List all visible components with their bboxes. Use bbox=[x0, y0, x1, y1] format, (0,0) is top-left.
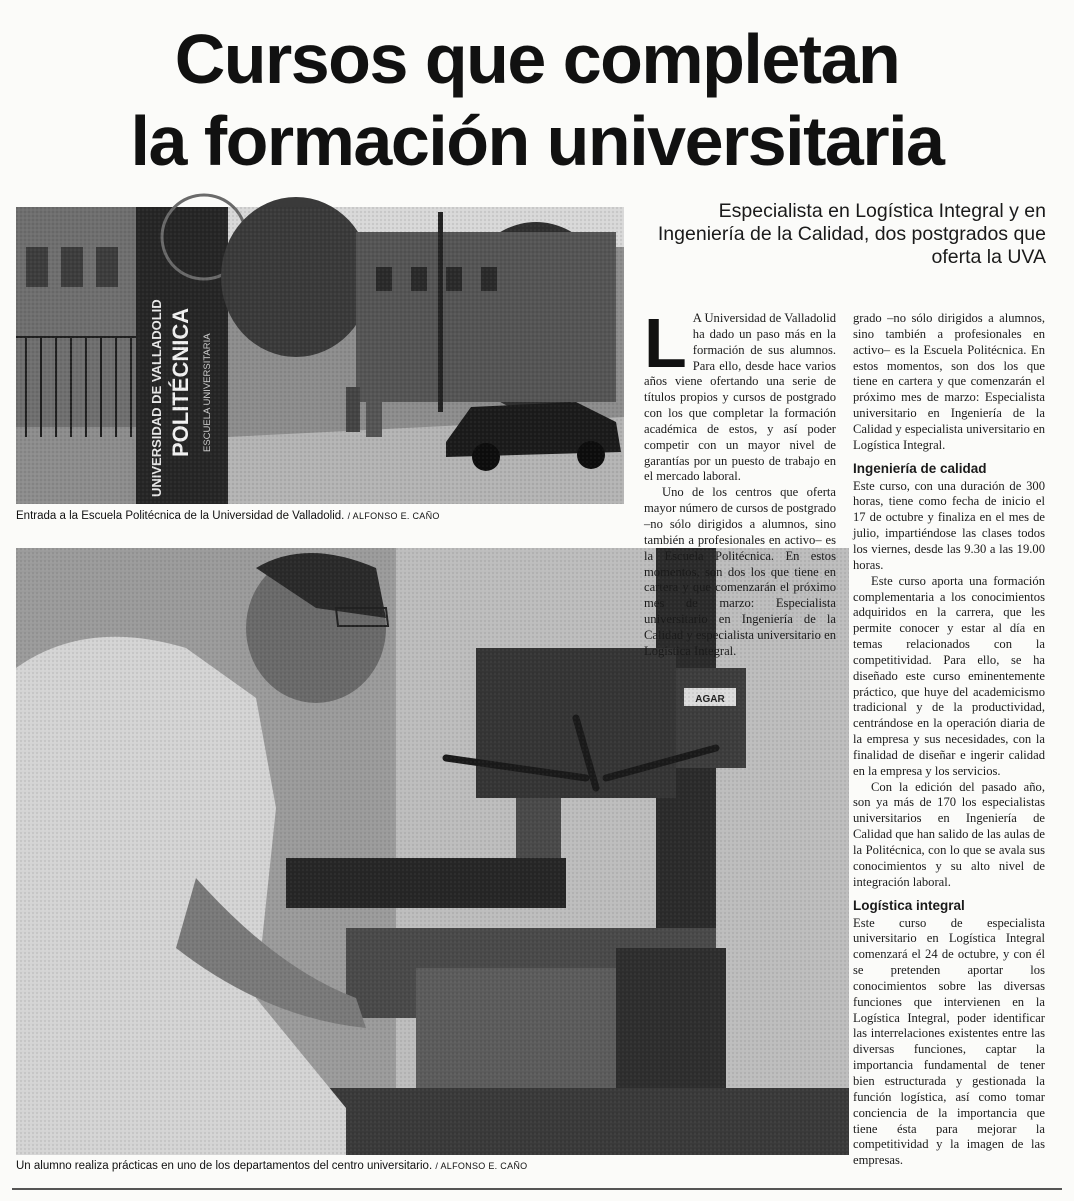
subheadline: Especialista en Logística Integral y en Ingeniería de la Calidad, dos postgrados que oferta la UVA bbox=[657, 200, 1046, 268]
section1-paragraph-2: Este curso aporta una formación complementaria a los conocimientos adquiridos en la carrera, que les permite conocer y estar al día en temas relacionados con la competitividad. Para ello, se ha diseñado este curso eminentemente práctico, que huye del academicismo tradicional y de la productividad, centrándose en la operación diaria de la empresa y sus necesidades, con la finalidad de diseñar e ingerir calidad en la empresa y los servicios. bbox=[853, 573, 1045, 778]
photo2-caption-text: Un alumno realiza prácticas en uno de los departamentos del centro universitario. bbox=[16, 1160, 433, 1172]
photo1-caption bbox=[16, 510, 440, 522]
article-paragraph-2: Uno de los centros que oferta mayor número de cursos de postgrado –no sólo dirigidos a alumnos, sino también a profesionales en activo– es la Escuela Politécnica. En estos momentos, son dos los que tiene en cartera y que comenzarán el próximo mes de marzo: Especialista universitario en Ingeniería de la Calidad y especialista universitario en Logística Integral. bbox=[644, 485, 837, 658]
headline-line-1: Cursos que completan bbox=[174, 20, 900, 98]
section1-paragraph-1: Este curso, con una duración de 300 horas, tiene como fecha de inicio el 17 de octubre y finaliza en el mes de julio, impartiéndose las clases todos los viernes, desde las 9.30 a las 19.00 horas. bbox=[853, 478, 1045, 572]
section1-paragraph-3: Con la edición del pasado año, son ya más de 170 los especialistas universitarios en Ingeniería de Calidad que han salido de las aulas de la Politécnica, con lo que se avala sus conocimientos y su alto nivel de integración laboral. bbox=[853, 779, 1045, 889]
article-paragraph-2-cont: grado –no sólo dirigidos a alumnos, sino también a profesionales en activo– es la Escuela Politécnica. En estos momentos, son dos los que tiene en cartera y que comenzarán el próximo mes de marzo: Especialista universitario en Ingeniería de la Calidad y especialista universitario en Logística Integral. bbox=[853, 311, 1045, 452]
section-title-calidad: Ingeniería de calidad bbox=[853, 460, 987, 476]
photo1-credit: / ALFONSO E. CAÑO bbox=[347, 511, 440, 521]
article-column-2 bbox=[853, 311, 1045, 1169]
bottom-rule bbox=[12, 1188, 1062, 1190]
photo-school-entrance bbox=[16, 207, 624, 504]
section2-paragraph-1: Este curso de especialista universitario en Logística Integral comenzará el 24 de octubre, y con él se pretenden aportar los conocimientos sobre las diversas funciones que intervienen en la Logística Integral, poder identificar las interrelaciones existentes entre las diversas funciones, captar la importancia fundamental de tener bien estructurada y gestionada la función logística, así como tomar conciencia de la importancia que tiene ésta para mejorar la competitividad y la imagen de las empresas. bbox=[853, 915, 1045, 1168]
headline-line-2: la formación universitaria bbox=[130, 102, 944, 180]
photo2-caption bbox=[16, 1160, 527, 1172]
photo2-credit: / ALFONSO E. CAÑO bbox=[435, 1161, 528, 1171]
drop-cap: L bbox=[644, 304, 687, 382]
section-title-logistica: Logística integral bbox=[853, 897, 965, 913]
photo1-caption-text: Entrada a la Escuela Politécnica de la Universidad de Valladolid. bbox=[16, 510, 345, 522]
article-column-1 bbox=[644, 304, 837, 658]
article-paragraph-1: L A Universidad de Valladolid ha dado un paso más en la formación de sus alumnos. Para ello, desde hace varios años viene ofertando una serie de títulos propios y cursos de postgrado con los que completar la formación académica de estos, y así poder competir con un mayor nivel de garantías por un puesto de trabajo en el mercado laboral. bbox=[644, 304, 836, 484]
